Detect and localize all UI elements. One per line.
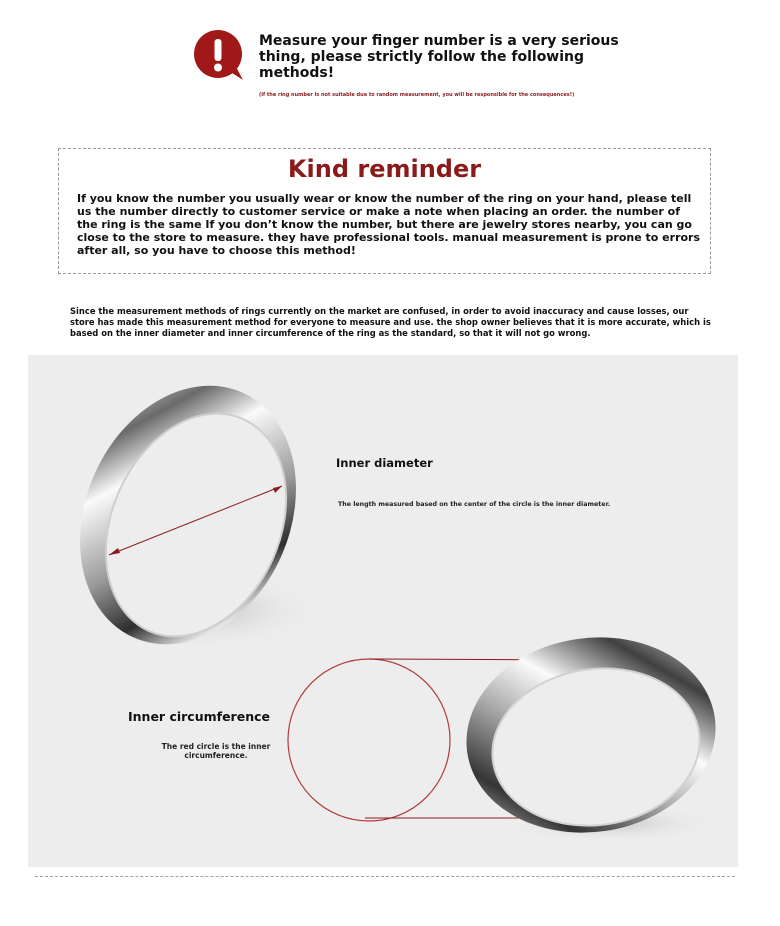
circumference-circle (288, 659, 450, 821)
bottom-divider (35, 876, 735, 877)
inner-diameter-description: The length measured based on the center of the circle is the inner diameter. (338, 501, 611, 508)
ring-illustration (28, 355, 738, 867)
inner-diameter-label: Inner diameter (336, 456, 433, 470)
reminder-body: If you know the number you usually wear or know the number of the ring on your hand, please tell us the number directly to customer service or make a note when placing an order. the number of the ring is the same If you don’t know the number, but there are jewelry stores nearby, you can go close to the store to measure. they have professional tools. manual measurement is prone to errors after all, so you have to choose this method! (77, 192, 701, 257)
warning-icon (193, 29, 245, 81)
reminder-box (58, 148, 711, 274)
reminder-title: Kind reminder (287, 155, 482, 183)
intro-paragraph: Since the measurement methods of rings currently on the market are confused, in order to avoid inaccuracy and cause losses, our store has made this measurement method for everyone to measure and use. the shop owner believes that it is more accurate, which is based on the inner diameter and inner circumference of the ring as the standard, so that it will not go wrong. (70, 306, 711, 338)
inner-circumference-label: Inner circumference (128, 709, 270, 724)
inner-circumference-description: The red circle is the inner circumference. (161, 742, 271, 760)
ring-diameter-graphic (40, 355, 335, 679)
headline: Measure your finger number is a very serious thing, please strictly follow the following methods! (259, 33, 619, 81)
disclaimer: (if the ring number is not suitable due to random measurement, you will be responsible for the consequences!) (259, 92, 575, 98)
ring-circumference-graphic (454, 622, 729, 849)
measurement-panel (28, 355, 738, 867)
